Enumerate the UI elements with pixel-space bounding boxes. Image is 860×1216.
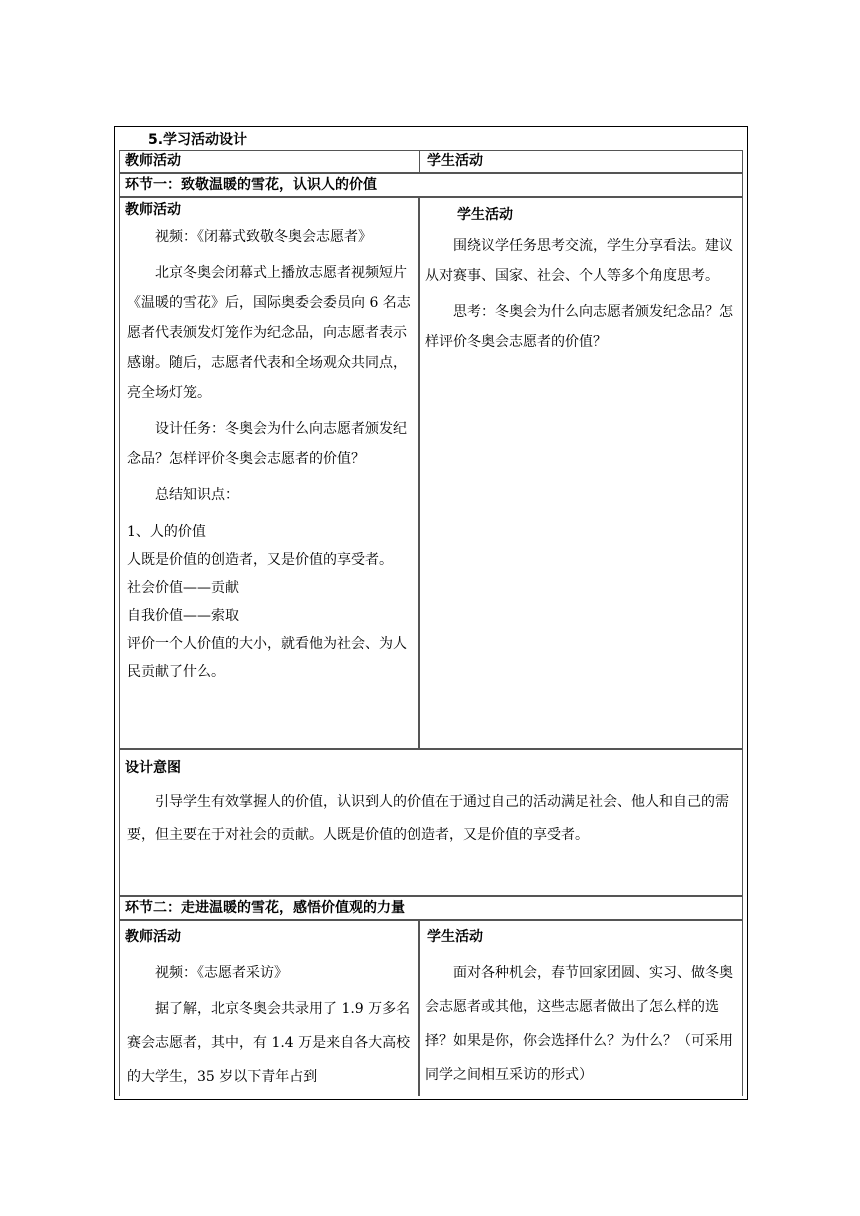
segment1-teacher-para: 北京冬奥会闭幕式上播放志愿者视频短片《温暖的雪花》后，国际奥委会委员向 6 名志愿者代表颁发灯笼作为纪念品，向志愿者表示感谢。随后，志愿者代表和全场观众共同点，亮全场灯笼。 xyxy=(127,265,411,401)
segment1-student-para: 思考：冬奥会为什么向志愿者颁发纪念品？怎样评价冬奥会志愿者的价值？ xyxy=(425,304,733,350)
knowledge-point: 评价一个人价值的大小，就看他为社会、为人民贡献了什么。 xyxy=(127,636,407,680)
segment2-student-content xyxy=(425,956,737,1092)
design-intent-text: 引导学生有效掌握人的价值，认识到人的价值在于通过自己的活动满足社会、他人和自己的需要，但主要在于对社会的贡献。人既是价值的创造者，又是价值的享受者。 xyxy=(127,794,729,843)
segment1-student-label: 学生活动 xyxy=(457,207,513,223)
segment2-student-label: 学生活动 xyxy=(427,929,483,945)
segment1-student-para: 围绕议学任务思考交流，学生分享看法。建议从对赛事、国家、社会、个人等多个角度思考。 xyxy=(425,238,733,284)
segment1-teacher-para: 总结知识点： xyxy=(155,487,239,503)
segment1-title: 环节一：致敬温暖的雪花，认识人的价值 xyxy=(125,177,377,193)
segment1-student-content xyxy=(425,231,737,357)
knowledge-point: 社会价值——贡献 xyxy=(127,580,239,596)
segment1-teacher-para: 视频：《闭幕式致敬冬奥会志愿者》 xyxy=(155,229,372,245)
header-teacher-label: 教师活动 xyxy=(125,153,181,169)
design-intent-label: 设计意图 xyxy=(125,760,181,776)
segment2-teacher-para: 据了解，北京冬奥会共录用了 1.9 万多名赛会志愿者，其中，有 1.4 万是来自各大高校的大学生，35 岁以下青年占到 xyxy=(127,1001,411,1085)
knowledge-point: 人既是价值的创造者，又是价值的享受者。 xyxy=(127,552,393,568)
section-title: 5.学习活动设计 xyxy=(148,132,248,148)
segment2-title: 环节二：走进温暖的雪花，感悟价值观的力量 xyxy=(125,900,405,916)
knowledge-point: 1、人的价值 xyxy=(127,524,206,540)
header-student-label: 学生活动 xyxy=(427,153,483,169)
segment2-teacher-para: 视频：《志愿者采访》 xyxy=(155,965,288,981)
segment2-teacher-content xyxy=(127,956,413,1094)
knowledge-point: 自我价值——索取 xyxy=(127,608,239,624)
segment1-teacher-label: 教师活动 xyxy=(125,202,181,218)
segment2-student-para: 面对各种机会，春节回家团圆、实习、做冬奥会志愿者或其他，这些志愿者做出了怎么样的选择？如果是你，你会选择什么？为什么？（可采用同学之间相互采访的形式） xyxy=(425,965,733,1083)
header-divider xyxy=(419,150,420,173)
segment2-teacher-label: 教师活动 xyxy=(125,929,181,945)
design-intent-content xyxy=(127,786,737,852)
segment1-teacher-content xyxy=(127,222,413,686)
segment1-teacher-para: 设计任务：冬奥会为什么向志愿者颁发纪念品？怎样评价冬奥会志愿者的价值？ xyxy=(127,421,407,467)
